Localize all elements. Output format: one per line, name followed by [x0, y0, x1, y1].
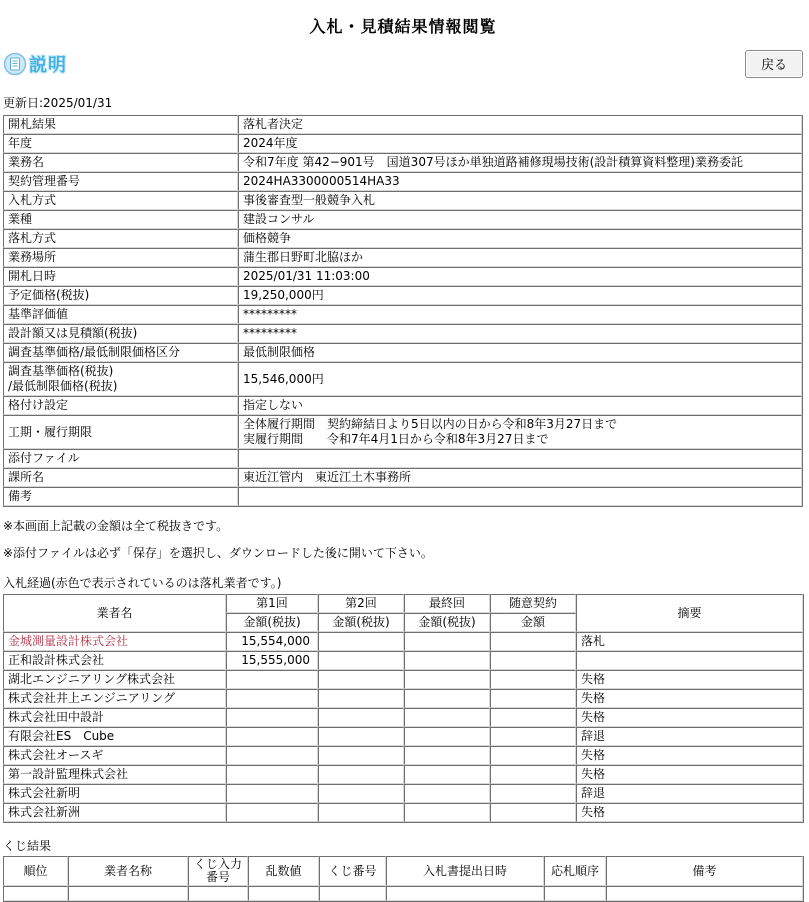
round2-amount: [318, 651, 404, 670]
table-row: [3, 651, 803, 670]
bidder-name: 株式会社新明: [3, 784, 226, 803]
round2-amount: [318, 689, 404, 708]
table-row: [3, 415, 802, 449]
table-row: [3, 153, 802, 172]
round1-amount: [226, 670, 318, 689]
col-header-vendor: 業者名: [3, 594, 226, 632]
col-header-discretionary: 随意契約: [490, 594, 576, 613]
detail-value: 蒲生郡日野町北脇ほか: [238, 248, 802, 267]
lottery-table-body: [3, 886, 803, 901]
detail-label: 設計額又は見積額(税抜): [3, 324, 238, 343]
bidder-name: 株式会社田中設計: [3, 708, 226, 727]
remark: [576, 651, 803, 670]
detail-value: 指定しない: [238, 396, 802, 415]
bidder-name: 正和設計株式会社: [3, 651, 226, 670]
detail-label: 開札結果: [3, 115, 238, 134]
round2-amount: [318, 765, 404, 784]
final-amount: [404, 651, 490, 670]
detail-label: 基準評価値: [3, 305, 238, 324]
table-row: [3, 248, 802, 267]
table-row: [3, 362, 802, 396]
discretionary-amount: [490, 746, 576, 765]
table-row: [3, 784, 803, 803]
detail-value: *********: [238, 324, 802, 343]
table-row: [3, 210, 802, 229]
lottery-table: [3, 856, 804, 902]
bidder-name: 株式会社井上エンジニアリング: [3, 689, 226, 708]
col-header-lottery-input: くじ入力番号: [188, 856, 248, 886]
details-table-body: [3, 115, 802, 506]
round1-amount: 15,555,000: [226, 651, 318, 670]
remark: 辞退: [576, 727, 803, 746]
discretionary-amount: [490, 651, 576, 670]
table-row: [3, 803, 803, 822]
table-row: [3, 670, 803, 689]
remark: 失格: [576, 689, 803, 708]
details-table: [3, 115, 803, 507]
remark: 辞退: [576, 784, 803, 803]
notes: [3, 517, 803, 561]
table-row: [3, 727, 803, 746]
final-amount: [404, 632, 490, 651]
detail-label: 開札日時: [3, 267, 238, 286]
col-header-bid-submit-datetime: 入札書提出日時: [386, 856, 544, 886]
bid-table-body: [3, 632, 803, 822]
lottery-table-header: [3, 856, 803, 886]
detail-value: 落札者決定: [238, 115, 802, 134]
table-row: [3, 324, 802, 343]
final-amount: [404, 727, 490, 746]
round1-amount: 15,554,000: [226, 632, 318, 651]
table-row: [3, 689, 803, 708]
table-row: [3, 267, 802, 286]
table-row: [3, 468, 802, 487]
round1-amount: [226, 689, 318, 708]
detail-label: 年度: [3, 134, 238, 153]
table-row: [3, 886, 803, 901]
table-row: [3, 632, 803, 651]
round2-amount: [318, 746, 404, 765]
detail-value: 全体履行期間 契約締結日より5日以内の日から令和8年3月27日まで 実履行期間 令和7年4月1日から令和8年3月27日まで: [238, 415, 802, 449]
round2-amount: [318, 708, 404, 727]
table-row: [3, 746, 803, 765]
remark: 失格: [576, 670, 803, 689]
detail-label: 入札方式: [3, 191, 238, 210]
round1-amount: [226, 784, 318, 803]
round2-amount: [318, 632, 404, 651]
bidder-name: 株式会社新洲: [3, 803, 226, 822]
bidder-name: 有限会社ES Cube: [3, 727, 226, 746]
table-row: [3, 229, 802, 248]
table-row: [3, 286, 802, 305]
final-amount: [404, 803, 490, 822]
detail-value: 事後審査型一般競争入札: [238, 191, 802, 210]
note-tax: ※本画面上記載の金額は全て税抜きです。: [3, 519, 229, 533]
table-row: [3, 191, 802, 210]
note-attachment: ※添付ファイルは必ず「保存」を選択し、ダウンロードした後に開いて下さい。: [3, 546, 433, 560]
table-row: [3, 708, 803, 727]
col-header-amount-final: 金額(税抜): [404, 613, 490, 632]
detail-label: 備考: [3, 487, 238, 506]
col-header-amount-disc: 金額: [490, 613, 576, 632]
detail-label: 予定価格(税抜): [3, 286, 238, 305]
table-row: [3, 487, 802, 506]
remark: 失格: [576, 746, 803, 765]
bid-table-header: [3, 594, 803, 632]
detail-value: 2025/01/31 11:03:00: [238, 267, 802, 286]
bidder-name: 金城測量設計株式会社: [3, 632, 226, 651]
detail-label: 調査基準価格(税抜) /最低制限価格(税抜): [3, 362, 238, 396]
col-header-random-value: 乱数値: [248, 856, 319, 886]
col-header-round2: 第2回: [318, 594, 404, 613]
table-row: [3, 305, 802, 324]
round1-amount: [226, 803, 318, 822]
final-amount: [404, 689, 490, 708]
detail-label: 課所名: [3, 468, 238, 487]
col-header-lottery-number: くじ番号: [319, 856, 386, 886]
page-title: 入札・見積結果情報閲覧: [309, 17, 497, 36]
detail-value: [238, 487, 802, 506]
discretionary-amount: [490, 708, 576, 727]
detail-label: 落札方式: [3, 229, 238, 248]
detail-value: [238, 449, 802, 468]
round1-amount: [226, 746, 318, 765]
bid-table: [3, 594, 804, 823]
discretionary-amount: [490, 784, 576, 803]
col-header-bid-order: 応札順序: [544, 856, 606, 886]
detail-label: 調査基準価格/最低制限価格区分: [3, 343, 238, 362]
explain-button-label: 説明: [29, 54, 67, 76]
remark: 落札: [576, 632, 803, 651]
back-button[interactable]: 戻る: [745, 50, 803, 78]
col-header-rank: 順位: [3, 856, 68, 886]
table-row: [3, 172, 802, 191]
detail-label: 工期・履行期限: [3, 415, 238, 449]
col-header-remarks: 備考: [606, 856, 803, 886]
col-header-final: 最終回: [404, 594, 490, 613]
final-amount: [404, 765, 490, 784]
col-header-vendor-name: 業者名称: [68, 856, 188, 886]
bidder-name: 湖北エンジニアリング株式会社: [3, 670, 226, 689]
detail-value: 価格競争: [238, 229, 802, 248]
col-header-amount1: 金額(税抜): [226, 613, 318, 632]
table-row: [3, 343, 802, 362]
col-header-amount2: 金額(税抜): [318, 613, 404, 632]
detail-value: 19,250,000円: [238, 286, 802, 305]
document-icon: [3, 52, 27, 76]
discretionary-amount: [490, 803, 576, 822]
final-amount: [404, 708, 490, 727]
detail-label: 業種: [3, 210, 238, 229]
round1-amount: [226, 708, 318, 727]
detail-label: 業務場所: [3, 248, 238, 267]
bidder-name: 第一設計監理株式会社: [3, 765, 226, 784]
remark: 失格: [576, 803, 803, 822]
col-header-round1: 第1回: [226, 594, 318, 613]
table-row: [3, 134, 802, 153]
final-amount: [404, 670, 490, 689]
detail-value: *********: [238, 305, 802, 324]
remark: 失格: [576, 708, 803, 727]
bid-progress-heading: 入札経過(赤色で表示されているのは落札業者です。): [3, 576, 282, 590]
detail-value: 東近江管内 東近江土木事務所: [238, 468, 802, 487]
lottery-result-heading: くじ結果: [3, 839, 52, 853]
updated-date: 更新日:2025/01/31: [3, 96, 113, 110]
detail-label: 業務名: [3, 153, 238, 172]
discretionary-amount: [490, 689, 576, 708]
round1-amount: [226, 727, 318, 746]
detail-value: 2024年度: [238, 134, 802, 153]
round2-amount: [318, 727, 404, 746]
final-amount: [404, 746, 490, 765]
discretionary-amount: [490, 632, 576, 651]
detail-label: 添付ファイル: [3, 449, 238, 468]
detail-value: 2024HA3300000514HA33: [238, 172, 802, 191]
round2-amount: [318, 784, 404, 803]
table-row: [3, 396, 802, 415]
toolbar: [3, 50, 803, 77]
round2-amount: [318, 670, 404, 689]
discretionary-amount: [490, 765, 576, 784]
table-row: [3, 115, 802, 134]
explain-button[interactable]: [3, 51, 67, 77]
final-amount: [404, 784, 490, 803]
detail-label: 契約管理番号: [3, 172, 238, 191]
discretionary-amount: [490, 670, 576, 689]
detail-value: 最低制限価格: [238, 343, 802, 362]
remark: 失格: [576, 765, 803, 784]
detail-value: 建設コンサル: [238, 210, 802, 229]
table-row: [3, 449, 802, 468]
detail-value: 15,546,000円: [238, 362, 802, 396]
discretionary-amount: [490, 727, 576, 746]
col-header-remark: 摘要: [576, 594, 803, 632]
round2-amount: [318, 803, 404, 822]
bidder-name: 株式会社オースギ: [3, 746, 226, 765]
table-row: [3, 765, 803, 784]
detail-label: 格付け設定: [3, 396, 238, 415]
round1-amount: [226, 765, 318, 784]
detail-value: 令和7年度 第42−901号 国道307号ほか単独道路補修現場技術(設計積算資料整理)業務委託: [238, 153, 802, 172]
